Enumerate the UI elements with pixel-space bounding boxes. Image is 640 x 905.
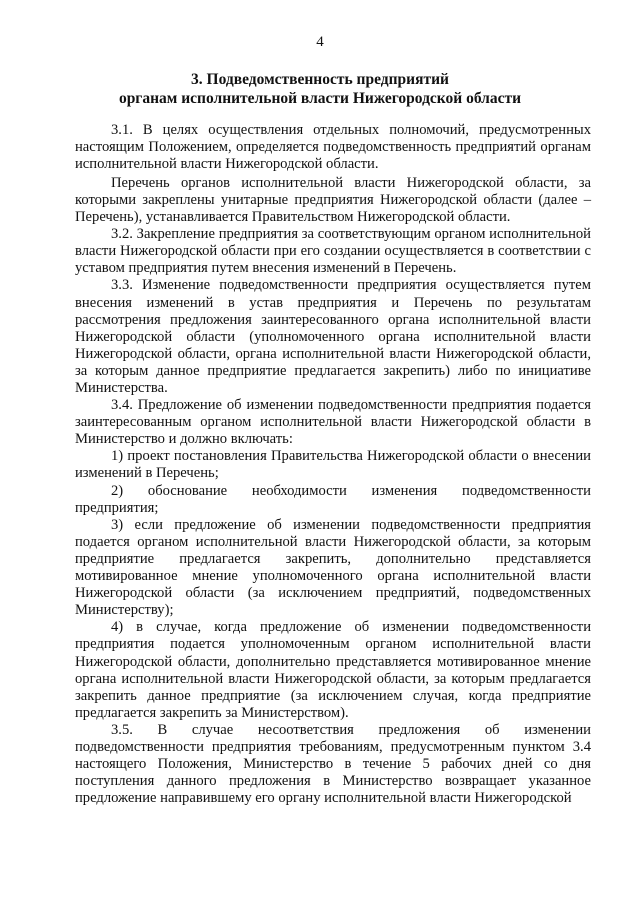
section-heading-line-2: органам исполнительной власти Нижегородской области [118, 90, 522, 107]
paragraph-3-4: 3.4. Предложение об изменении подведомственности предприятия подается заинтересованным органом исполнительной власти Нижегородской области в Министерство и должно включать: [75, 397, 591, 448]
list-item-2: 2) обоснование необходимости изменения подведомственности предприятия; [75, 482, 591, 516]
paragraph-3-2: 3.2. Закрепление предприятия за соответствующим органом исполнительной власти Нижегородской области при его создании осуществляется в соответствии с уставом предприятия путем внесения изменений в Перечень. [75, 226, 591, 277]
page-number: 4 [316, 34, 324, 50]
list-item-1: 1) проект постановления Правительства Нижегородской области о внесении изменений в Перечень; [75, 448, 591, 482]
document-body [75, 122, 591, 807]
paragraph-3-3: 3.3. Изменение подведомственности предприятия осуществляется путем внесения изменений в устав предприятия и Перечень по результатам рассмотрения предложения заинтересованного органа исполнительной власти Нижегородской области (уполномоченного органа исполнительной власти Нижегородской области, органа исполнительной власти Нижегородской области, за которым данное предприятие предлагается закрепить) либо по инициативе Министерства. [75, 277, 591, 396]
paragraph-3-5: 3.5. В случае несоответствия предложения об изменении подведомственности предприятия требованиям, предусмотренным пунктом 3.4 настоящего Положения, Министерство в течение 5 рабочих дней со дня поступления данного предложения в Министерство возвращает указанное предложение направившему его органу исполнительной власти Нижегородской [75, 721, 591, 807]
paragraph-3-1: 3.1. В целях осуществления отдельных полномочий, предусмотренных настоящим Положением, определяется подведомственность предприятий органам исполнительной власти Нижегородской области. [75, 122, 591, 173]
paragraph-list-of-bodies: Перечень органов исполнительной власти Нижегородской области, за которыми закреплены унитарные предприятия Нижегородской области (далее – Перечень), устанавливается Правительством Нижегородской области. [75, 174, 591, 226]
list-item-3: 3) если предложение об изменении подведомственности предприятия подается органом исполнительной власти Нижегородской области, за которым предприятие предлагается закрепить, дополнительно представляется мотивированное мнение уполномоченного органа исполнительной власти Нижегородской области (за исключением предприятий, подведомственных Министерству); [75, 516, 591, 619]
list-item-4: 4) в случае, когда предложение об изменении подведомственности предприятия подается уполномоченным органом исполнительной власти Нижегородской области, дополнительно представляется мотивированное мнение органа исполнительной власти Нижегородской области, за которым предлагается закрепить данное предприятие (за исключением случая, когда предприятие предлагается закрепить за Министерством). [75, 619, 591, 721]
section-heading-line-1: 3. Подведомственность предприятий [191, 71, 449, 88]
section-heading [0, 70, 640, 108]
